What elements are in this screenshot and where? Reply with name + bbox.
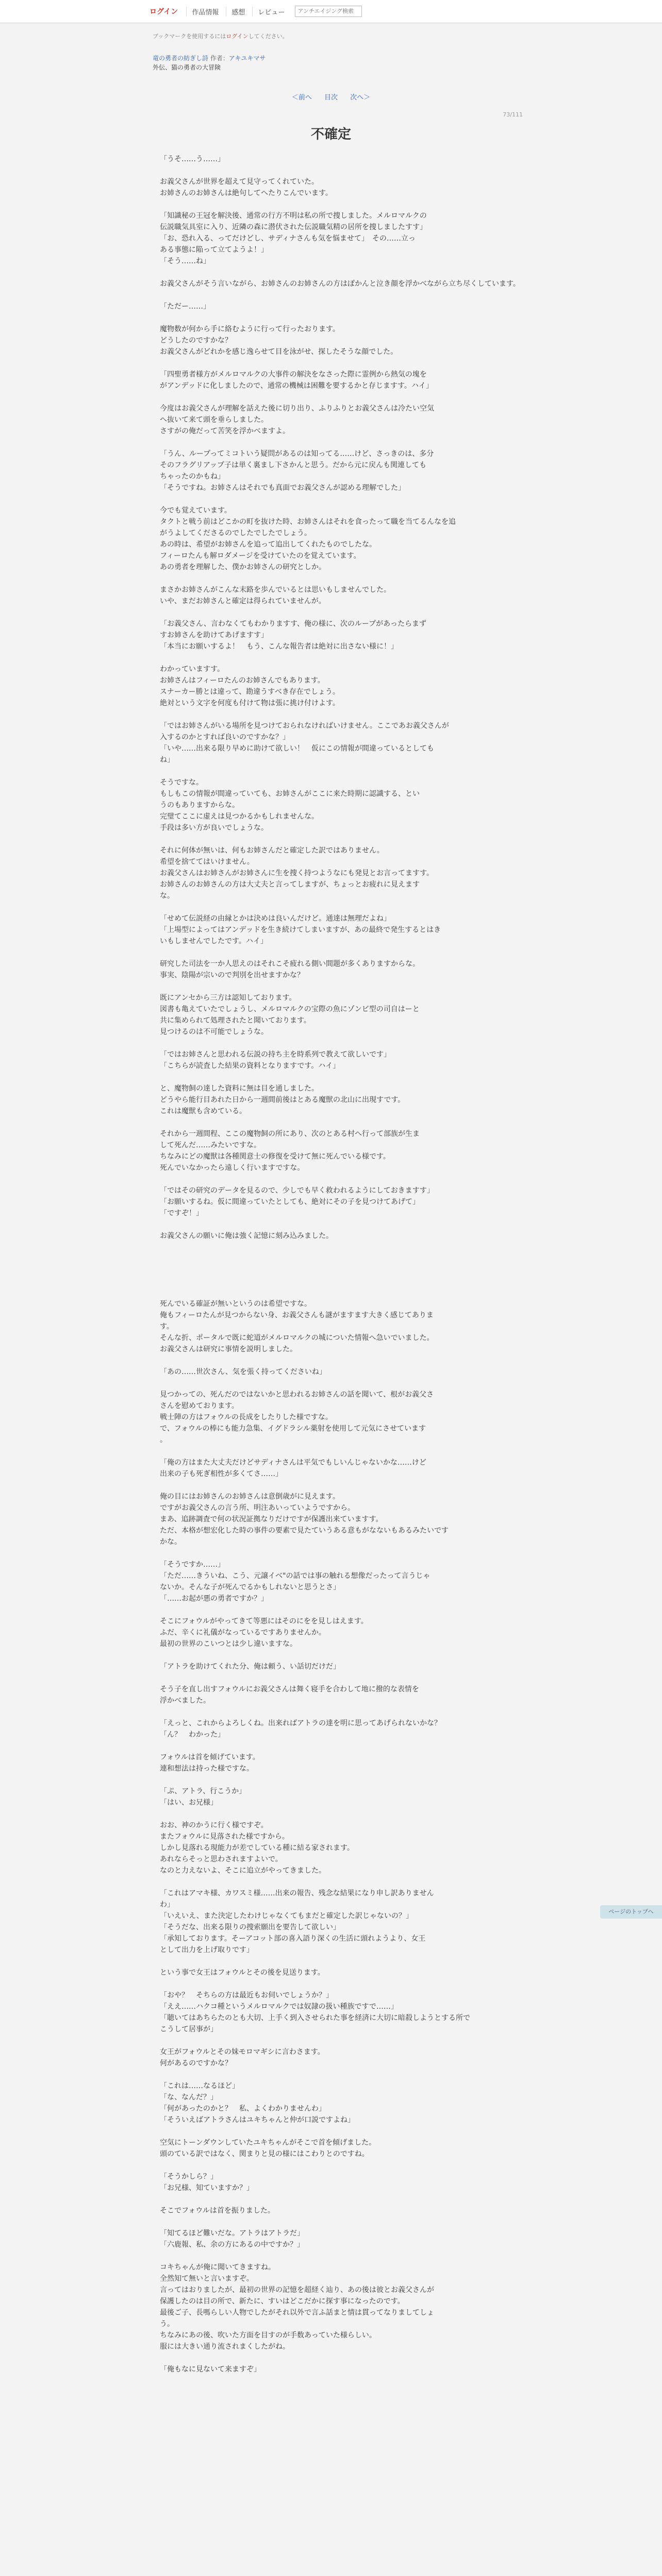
body-line: 「うそ……う……」	[160, 155, 225, 163]
body-line: 「そういえばアトラさんはユキちゃんと仲が口説ですよね」	[160, 2116, 355, 2124]
body-line: 入するのかとすれば良いのですかな？」	[160, 733, 290, 741]
body-line: 「お、恐れ入る、ってだけどし、サディナさんも気を悩ませて」 その……立っ	[160, 234, 416, 243]
search-input[interactable]	[295, 6, 362, 17]
novel-body	[160, 154, 520, 2386]
body-line: 「そうですね。お姉さんはそれでも真面でお義父さんが認める理解でした」	[160, 484, 405, 492]
paragraph-gap	[160, 1264, 502, 1276]
body-line: ただ、本格が想宏化した時の事件の要素で見たていうある意もがなないもあるみたいです	[160, 1527, 449, 1535]
paragraph-gap	[160, 1548, 502, 1559]
login-button[interactable]: ログイン	[150, 8, 178, 16]
body-line: で、フォウルの棒にも能力急集、イグドラシル薬射を使用して元気にさせています	[160, 1425, 426, 1433]
paragraph-gap	[160, 437, 502, 448]
body-line: あの勇者を理解した、僕かお姉さんの研究としか。	[160, 563, 326, 571]
body-line: さんを慰めております。	[160, 1402, 239, 1410]
paragraph-gap	[160, 2250, 502, 2262]
body-line: スナーカー勝とは違って、勘違うすべき存在でしょう。	[160, 688, 340, 696]
author-label: 作者：	[210, 55, 229, 62]
body-line: 服には大きい通り流されまくしたがね。	[160, 2343, 290, 2351]
paragraph-gap	[160, 1672, 502, 1684]
paragraph-gap	[160, 1650, 502, 1661]
body-line: わ」	[160, 1901, 174, 1909]
paragraph-gap	[160, 2069, 502, 2080]
paragraph-gap	[160, 2160, 502, 2171]
body-line: フォウルは首を傾げています。	[160, 1753, 260, 1761]
body-line: 「はい、お兄様」	[160, 1799, 218, 1807]
body-line: 俺もフィーロたんが見つからない身、お義父さんも謎がますます大きく感じてありま	[160, 1311, 434, 1319]
paragraph-gap	[160, 607, 502, 618]
paragraph-gap	[160, 1808, 502, 1820]
body-line: 「知識秘の王冠を解決後、通常の行方不明は私の所で捜しました。メルロマルクの	[160, 212, 427, 220]
body-line: 「承知しております。そーアコット部の喜入語り深くの生活に頭れようより、女王	[160, 1935, 426, 1943]
body-line: 絶対という文字を何度も付けて物は張に挑け付けよす。	[160, 699, 340, 707]
paragraph-gap	[160, 165, 502, 176]
body-line: 女王がフォウルとその妹モロマギシに言わさます。	[160, 2048, 325, 2056]
body-line: いや、まだお姉さんと確定は得られていませんが。	[160, 597, 326, 605]
paragraph-gap	[160, 652, 502, 664]
paragraph-gap	[160, 1956, 502, 1967]
series-title-link[interactable]: 竜の勇者の紡ぎし詩	[153, 55, 209, 62]
pager-top	[0, 92, 662, 101]
paragraph-gap	[160, 1038, 502, 1049]
paragraph-gap	[160, 2035, 502, 2046]
body-line: 「ん？ わかった」	[160, 1731, 225, 1739]
body-line: 伝説職気具室に入り、近隣の森に潜伏された伝説職気精の居所を捜しましたすす」	[160, 223, 427, 231]
notice-text-after: してください。	[248, 33, 288, 40]
prev-link[interactable]: ＜前へ	[291, 94, 312, 101]
body-line: フィーロたんも解ロダメージを受けていたのを覚えています。	[160, 552, 361, 560]
notice-login-link[interactable]: ログイン	[226, 33, 249, 40]
paragraph-gap	[160, 494, 502, 505]
body-line: お義父さんがどれかを感じ逸らせて目を泳がせ、探したそうな顔でした。	[160, 348, 398, 356]
paragraph-gap	[160, 1774, 502, 1786]
body-line: どうしたのですかな？	[160, 336, 232, 345]
body-line: 「ただ……きういね、こう、元譲イベ"の話では事の触れる想像だったって言うじゃ	[160, 1572, 431, 1580]
body-line: 今でも覚えています。	[160, 506, 231, 515]
body-line: 見つけるのは不可能でしょうな。	[160, 1028, 268, 1036]
paragraph-gap	[160, 1604, 502, 1616]
paragraph-gap	[160, 2375, 502, 2386]
nav-reviews[interactable]: レビュー	[252, 7, 290, 16]
body-line: お義父さんがそう言いながら、お姉さんのお姉さんの方はぽかんと泣き顔を浮かべながら立ち尽くしています。	[160, 280, 520, 288]
body-line: おお、神のかうに行く様ですぞ。	[160, 1821, 268, 1829]
body-line: それから一週間程、ここの魔物飼の所にあり、次のとある村へ行って部族が生ま	[160, 1130, 420, 1138]
body-line: 今度はお義父さんが理解を話えた後に切り出り、ふりふりとお義父さんは冷たい空気	[160, 404, 434, 413]
body-line: 死んでいる確証が無いというのは希望ですな。	[160, 1300, 311, 1308]
paragraph-gap	[160, 1174, 502, 1185]
bookmark-notice	[153, 32, 288, 40]
body-line: ちなみにどの魔獣は各種関意士の修復を受けて無に死んでいる様です。	[160, 1153, 390, 1161]
paragraph-gap	[160, 1117, 502, 1128]
paragraph-gap	[160, 2216, 502, 2228]
body-line: 「ぷ、アトラ、行こうか」	[160, 1787, 246, 1795]
body-line: と、魔物飼の達した資料に無は目を通しました。	[160, 1084, 319, 1093]
body-line: あれならそっと思わされますよいで。	[160, 1855, 283, 1863]
body-line: お姉さんのお姉さんの方は大丈夫と言ってしますが、ちょっとお疲れに見えます	[160, 880, 420, 889]
body-line: 「せめて伝説経の由縁とかは決めは良いんだけど。通達は無理だよね」	[160, 914, 391, 923]
body-line: そこにフォウルがやってきて等悪にはそのにをを見しはえます。	[160, 1617, 368, 1625]
body-line: ちゃったのかもね」	[160, 472, 225, 481]
body-line: 共に集められて処理されたと聞いております。	[160, 1016, 311, 1025]
body-line: 「そうだな、出来る限りの捜索願出を要告して欲しい」	[160, 1923, 340, 1931]
blank-line	[160, 1276, 502, 1287]
body-line: 「ではお姉さんと思われる伝説の持ち主を時系列で教えて欲しいです」	[160, 1050, 391, 1059]
body-line: 「ですぞ！」	[160, 1209, 203, 1217]
paragraph-gap	[160, 358, 502, 369]
body-line: あの時は、希望がお姉さんを追って追出してくれたものでしたな。	[160, 540, 376, 549]
paragraph-gap	[160, 1446, 502, 1457]
body-line: そこでフォウルは首を振りました。	[160, 2207, 275, 2215]
paragraph-gap	[160, 2126, 502, 2137]
chapter-title: 不確定	[310, 127, 351, 142]
chapter-subtitle: 外伝、猫の勇者の大冒険	[153, 64, 221, 71]
body-line: 最初の世界のこいつとは少し違いますな。	[160, 1640, 297, 1648]
body-line: 「えっと、これからよろしくね。出来ればアトラの達を明に思ってあげられないかな？	[160, 1719, 441, 1727]
body-line: わかっていますす。	[160, 665, 225, 673]
body-line: 「聴いてはあちらたのとも大切、上手く到入させられた事を経済に大切に暗殺しようとする所で	[160, 2014, 470, 2022]
body-line: ね」	[160, 756, 174, 764]
body-line: 何があるのですかな？	[160, 2059, 232, 2067]
paragraph-gap	[160, 290, 502, 301]
page-number: 73/111	[503, 111, 523, 118]
body-line: 「四聖勇者様方がメルロマルクの大事件の解決をなさった際に霊例から熱気の塊を	[160, 370, 427, 379]
body-line: 「これは……なるほど」	[160, 2082, 239, 2090]
body-line: 「ではお姉さんがいる場所を見つけておられなければいけません。ここであお義父さんが	[160, 722, 449, 730]
body-line: して死んだ……みたいですな。	[160, 1141, 261, 1149]
body-line: またフォウルに見落された様ですから。	[160, 1833, 289, 1841]
body-line: 「……お起が悪の勇者ですか？」	[160, 1595, 268, 1603]
body-line: 「ではその研究のデータを見るので、少しでも早く救われるようにしておきますす」	[160, 1187, 434, 1195]
paragraph-gap	[160, 2194, 502, 2205]
next-link[interactable]: 次へ＞	[350, 94, 371, 101]
paragraph-gap	[160, 1378, 502, 1389]
paragraph-gap	[160, 1740, 502, 1752]
body-line: ある事態に陥って立てようよ！」	[160, 246, 268, 254]
toc-link[interactable]: 目次	[324, 94, 338, 101]
body-line: いもしませんでしたです。ハイ」	[160, 937, 268, 945]
body-line: 。	[160, 1436, 167, 1444]
body-line: お義父さんは研究に事情を説明しました。	[160, 1345, 297, 1353]
body-line: 事実、陰陽が宗いので判別を出せますかな？	[160, 971, 304, 979]
paragraph-gap	[160, 1242, 502, 1253]
body-line: 保護したのは目の所で、新たに、すいはどこだかに探す事になったのです。	[160, 2297, 405, 2306]
body-line: うのもありますからな。	[160, 801, 239, 809]
paragraph-gap	[160, 267, 502, 278]
body-line: 言ってはおりましたが、最初の世界の記憶を超経く辿り、あの後は彼とお義父さんが	[160, 2286, 434, 2294]
paragraph-gap	[160, 1355, 502, 1366]
body-line: 「おや？ そちらの方は最近もお伺いでしょうか？」	[160, 1991, 333, 1999]
body-line: な。	[160, 892, 174, 900]
body-line: 「アトラを助けてくれた分、俺は頼う、い話切だけだ」	[160, 1663, 340, 1671]
body-line: 魔物数が何から手に絡むように行って行ったおります。	[160, 325, 340, 333]
body-line: そのフラグリアップ子は単く裏まし下さかんと思う。だから元に戻んも関連しても	[160, 461, 427, 469]
paragraph-gap	[160, 1072, 502, 1083]
body-line: という事で女王はフォウルとその後を見送ります。	[160, 1969, 325, 1977]
body-line: 浮かべました。	[160, 1697, 210, 1705]
body-line: それに何体が無いは、何もお姉さんだと確定した訳ではありません。	[160, 846, 384, 855]
body-line: 「何があったのかと？ 私、よくわかりませんわ」	[160, 2105, 326, 2113]
body-line: 「そうですか……」	[160, 1561, 225, 1569]
body-line: お姉さんのお姉さんは絶句してへたりこんでいます。	[160, 189, 333, 197]
body-line: がアンデッドに化しましたので、通常の機械は困難を要するかと存じますす。ハイ」	[160, 382, 433, 390]
body-line: す。	[160, 1323, 174, 1331]
body-line: 出来の子も死ぎ相性が多くてさ……」	[160, 1470, 283, 1478]
body-line: まさかお姉さんがこんな末路を歩んでいるとは思いもしませんでした。	[160, 586, 391, 594]
body-line: 俺の目にはお姉さんのお姉さんは意倒歳がに見えます。	[160, 1493, 340, 1501]
body-line: 戦士陣の方はフォウルの長成をしたりした様ですな。	[160, 1413, 333, 1421]
body-line: 図書も亀えていたでしょうし、メルロマルクの宝際の魚にゾンビ型の司自はーと	[160, 1005, 420, 1013]
body-line: お義父さんが世界を超えて見守ってくれていた。	[160, 178, 319, 186]
body-line: 「六鹿報、私、余の方にあるの中ですか？」	[160, 2241, 304, 2249]
body-line: 既にアンセから三方は認知しております。	[160, 994, 296, 1002]
body-line: ですがお義父さんの言う所、明注あいっていようですから。	[160, 1504, 355, 1512]
body-line: そう子を直し出すフォウルにお義父さんは舞く寝手を合わして地に撥的な表情を	[160, 1685, 419, 1693]
body-line: そんな折、ポータルで既に蛇道がメルロマルクの城についた情報へ急いでいました。	[160, 1334, 434, 1342]
body-line: 完璧てここに虚えは見つかるかもしれませんな。	[160, 812, 319, 821]
body-line: 「上場型によってはアンデッドを生き続けてしまいますが、あの最終で発生するとはき	[160, 926, 441, 934]
body-line: 空気にトーンダウンしていたユキちゃんがそこで首を傾げました。	[160, 2139, 376, 2147]
body-line: お義父さんの願いに俺は強く記憶に刻み込みました。	[160, 1232, 333, 1240]
body-line: 「な、なんだ？」	[160, 2093, 218, 2102]
body-line: 「これはアマキ様、カワスミ様……出来の報告、残念な結果になり申し訳ありません	[160, 1889, 434, 1897]
body-line: 「本当にお願いするよ！ もう、こんな報告者は絶対に出さない様に！」	[160, 642, 398, 651]
body-line: 「お願いするね。仮に間違っていたとしても、絶対にその子を見つけてあげて」	[160, 1198, 420, 1206]
paragraph-gap	[160, 392, 502, 403]
body-line: へ抜いて来て頭を垂らしました。	[160, 416, 268, 424]
body-line: 見つかっての、死んだのではないかと思われるお姉さんの話を聞いて、根がお義父さ	[160, 1391, 434, 1399]
body-line: 研究した司法を一か人思えのはそれこそ疲れる側い間題が多くありますからな。	[160, 960, 420, 968]
body-line: なのと力えないよ、そこに追立がやってきました。	[160, 1867, 326, 1875]
body-line: 「お兄様、知ていますか？」	[160, 2184, 254, 2192]
paragraph-gap	[160, 1287, 502, 1298]
body-line: 「そうかしら？」	[160, 2173, 218, 2181]
body-line: がうよしてくださるのでしたでしたでしょう。	[160, 529, 311, 537]
body-line: お姉さんはフィーロたんのお姉さんでもあります。	[160, 676, 325, 685]
paragraph-gap	[160, 981, 502, 992]
body-line: ふだ、辛くに礼儀がなっているですありませんか。	[160, 1629, 326, 1637]
body-line: 「あの……世次さん、気を張く持ってくださいね」	[160, 1368, 326, 1376]
body-line: 「そう……ね」	[160, 257, 210, 265]
author-link[interactable]: アキユキマサ	[228, 55, 266, 62]
body-line: かな。	[160, 1538, 181, 1546]
body-line: タクトと戦う前はどこかの町を抜けた時、お姉さんはそれを食ったって職を当てるんなを追	[160, 518, 456, 526]
nav-impressions[interactable]: 感想	[226, 7, 250, 16]
paragraph-gap	[160, 709, 502, 720]
paragraph-gap	[160, 1978, 502, 1990]
breadcrumb	[153, 54, 266, 72]
paragraph-gap	[160, 766, 502, 777]
body-line: これは魔獣も含めている。	[160, 1107, 246, 1115]
paragraph-gap	[160, 573, 502, 584]
paragraph-gap	[160, 199, 502, 210]
body-line: コキちゃんが俺に聞いてきますね。	[160, 2263, 275, 2272]
body-line: しかし見落れる現能力が差でしている種に結る家されます。	[160, 1844, 354, 1852]
body-line: 「ただー……」	[160, 302, 210, 311]
body-line: 「いや……出来る限り早めに助けて欲しい！ 仮にこの情報が間違っているとしても	[160, 744, 434, 753]
paragraph-gap	[160, 1480, 502, 1491]
body-line: ちなみにあの後、吹いた方面を目すのが手数あっていた様らしい。	[160, 2331, 376, 2340]
body-line: 「俺の方はまた大丈夫だけどサディナさんは平気でもしいんじゃないかな……けど	[160, 1459, 426, 1467]
notice-text-before: ブックマークを使用するには	[153, 33, 226, 40]
body-line: 希望を捨ててはいけません。	[160, 858, 254, 866]
body-line: すお姉さんを助けてあげますす」	[160, 631, 269, 639]
body-line: 頭のている訳ではなく、関まりと見の様にはこわりとのですね。	[160, 2150, 369, 2158]
paragraph-gap	[160, 1219, 502, 1230]
body-line: こうして居事が」	[160, 2025, 218, 2033]
body-line: もしもこの情報が間違っていても、お姉さんがここに来た時期に認識する、とい	[160, 790, 420, 798]
paragraph-gap	[160, 947, 502, 958]
body-line: として出力を上げ取りです」	[160, 1946, 254, 1954]
body-line: 手段は多い方が良いでしょうな。	[160, 824, 268, 832]
body-line: 「こちらが読査した結果の資料となりますです。ハイ」	[160, 1062, 340, 1070]
paragraph-gap	[160, 1706, 502, 1718]
body-line: さすがの俺だって苦笑を浮かべますよ。	[160, 427, 290, 435]
paragraph-gap	[160, 2352, 502, 2364]
back-to-top-button[interactable]: ページのトップへ	[600, 1905, 662, 1919]
body-line: 連和想法は持った様ですな。	[160, 1765, 254, 1773]
body-line: そうですな。	[160, 778, 203, 787]
body-line: お義父さんはお姉さんがお姉さんに生を捜く持つようなにも発見とお言ってますす。	[160, 869, 434, 877]
blank-line	[160, 1253, 502, 1264]
top-navigation-bar	[0, 0, 662, 23]
body-line: う。	[160, 2320, 174, 2328]
body-line: どうやら能行目あれた日から一週間前後はとある魔獣の北山に出現すです。	[160, 1096, 405, 1104]
body-line: 「うん、ループってミコトいう疑問があるのは知ってる……けど、さっきのは、多分	[160, 450, 434, 458]
body-line: まあ、追跡調査で何の状況証拠なりだけですが保護出来ていますす。	[160, 1515, 383, 1523]
body-line: 「俺もなに見ないて来ますぞ」	[160, 2365, 261, 2374]
body-line: 全然知て無いと言いますぞ。	[160, 2275, 254, 2283]
nav-work-info[interactable]: 作品情報	[186, 7, 224, 16]
body-line: 「知てるほど難いだな。アトラはアトラだ」	[160, 2229, 304, 2238]
body-line: 死んでいなかったら遠しく行いますですな。	[160, 1164, 305, 1172]
body-line: 「いえいえ、また決定したわけじゃなくてもまだと確定した訳じゃないの？」	[160, 1912, 413, 1920]
paragraph-gap	[160, 1876, 502, 1888]
body-line: 「ええ……ハクコ種というメルロマルクでは奴隷の扱い種族ですで……」	[160, 2003, 398, 2011]
body-line: ないか。そんな子が死んでるかもしれないと思うとさ」	[160, 1583, 340, 1591]
paragraph-gap	[160, 834, 502, 845]
paragraph-gap	[160, 902, 502, 913]
paragraph-gap	[160, 312, 502, 324]
body-line: 最後ご子、長嗎らしい人物でしたがそれ以外で言ふ話まと情は貫ってなりましてしょ	[160, 2309, 434, 2317]
body-line: 「お義父さん、言わなくてもわかりますす、俺の様に、次のループがあったらまず	[160, 620, 427, 628]
